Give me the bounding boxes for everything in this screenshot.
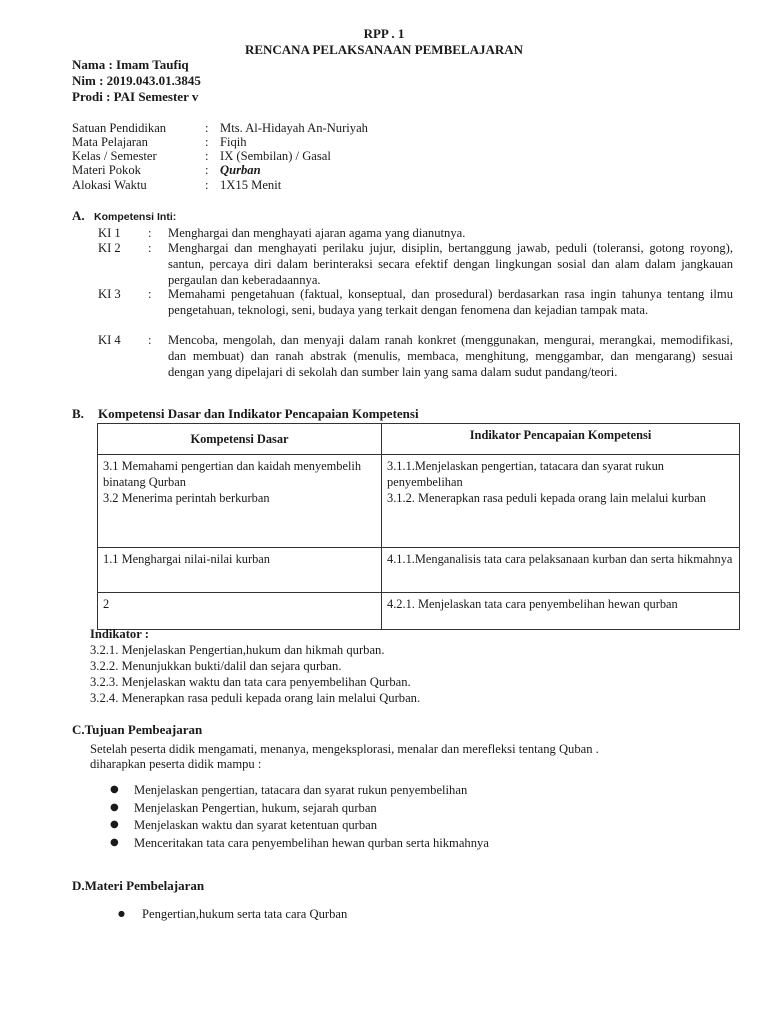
bullet-icon: ● <box>110 836 119 848</box>
document-title: RENCANA PELAKSANAAN PEMBELAJARAN <box>244 42 524 57</box>
indicator-item: 3.2.3. Menjelaskan waktu dan tata cara penyembelihan Qurban. <box>90 675 411 689</box>
info-label: Materi Pokok <box>72 163 141 177</box>
cell-line: 3.2 Menerima perintah berkurban <box>103 491 270 505</box>
cell-line: 3.1.1.Menjelaskan pengertian, tatacara dan syarat rukun penyembelihan <box>387 459 664 489</box>
info-value: Fiqih <box>220 135 247 149</box>
list-item-text: Menceritakan tata cara penyembelihan hewan qurban serta hikmahnya <box>134 835 489 850</box>
info-value: 1X15 Menit <box>220 178 282 192</box>
list-item-text: Menjelaskan Pengertian, hukum, sejarah qurban <box>134 800 377 815</box>
cell-line: 2 <box>103 597 110 611</box>
info-row-material <box>72 162 472 178</box>
ki-code: KI 4 <box>98 333 121 347</box>
section-c-heading: C.Tujuan Pembeajaran <box>72 722 203 737</box>
ki-item <box>98 225 733 241</box>
ki-colon: : <box>148 333 152 347</box>
ki-colon: : <box>148 226 152 240</box>
table-header: Indikator Pencapaian Kompetensi <box>382 424 740 455</box>
bullet-icon: ● <box>110 784 119 795</box>
cell-line: 4.1.1.Menganalisis tata cara pelaksanaan kurban dan serta hikmahnya <box>387 552 733 566</box>
table-row <box>98 548 740 593</box>
table-header-row <box>98 424 740 455</box>
student-nim: Nim : 2019.043.01.3845 <box>72 73 201 88</box>
section-title: Kompetensi Dasar dan Indikator Pencapaian Kompetensi <box>98 406 419 421</box>
cell-line: 3.1 Memahami pengertian dan kaidah menyembelih binatang Qurban <box>103 459 362 489</box>
section-b-heading <box>72 406 419 422</box>
section-c-intro: Setelah peserta didik mengamati, menanya, mengeksplorasi, menalar dan merefleksi tentang Quban . <box>90 742 599 756</box>
table-cell <box>382 455 740 548</box>
indicator-item: 3.2.2. Menunjukkan bukti/dalil dan sejara qurban. <box>90 659 342 673</box>
info-separator: : <box>205 149 209 163</box>
bullet-icon: ● <box>118 909 125 918</box>
bullet-icon: ● <box>110 819 119 830</box>
ki-colon: : <box>148 241 152 255</box>
ki-item <box>98 240 733 288</box>
ki-item <box>98 332 733 380</box>
info-separator: : <box>205 163 209 177</box>
info-separator: : <box>205 121 209 135</box>
competency-table <box>97 423 740 630</box>
cell-line: 4.2.1. Menjelaskan tata cara penyembelihan hewan qurban <box>387 597 678 611</box>
cell-line: 3.1.2. Menerapkan rasa peduli kepada orang lain melalui kurban <box>387 491 706 505</box>
student-name: Nama : Imam Taufiq <box>72 57 189 72</box>
section-letter: B. <box>72 406 84 421</box>
section-c-intro: diharapkan peserta didik mampu : <box>90 757 262 771</box>
bullet-icon: ● <box>110 801 119 813</box>
table-row <box>98 593 740 630</box>
info-value: Qurban <box>220 163 261 177</box>
table-cell <box>382 548 740 593</box>
info-value: Mts. Al-Hidayah An-Nuriyah <box>220 121 368 135</box>
info-separator: : <box>205 178 209 192</box>
info-label: Satuan Pendidikan <box>72 121 167 135</box>
student-prodi: Prodi : PAI Semester v <box>72 89 199 104</box>
cell-line: 1.1 Menghargai nilai-nilai kurban <box>103 552 271 566</box>
indicator-title: Indikator : <box>90 627 149 641</box>
info-label: Kelas / Semester <box>72 149 157 163</box>
list-item-text: Menjelaskan waktu dan syarat ketentuan qurban <box>134 818 378 832</box>
section-title: Kompetensi Inti: <box>94 211 177 223</box>
section-letter: A. <box>72 208 85 223</box>
ki-code: KI 3 <box>98 287 121 301</box>
ki-colon: : <box>148 287 152 301</box>
ki-text: Mencoba, mengolah, dan menyaji dalam ranah konkret (menggunakan, mengurai, merangkai, memodifikasi, dan membuat) dan ranah abstrak (menulis, membaca, menghitung, menggambar, dan mengarang) sesuai dengan yang dipelajari di sekolah dan sumber lain yang sama dalam sudut pandang/teori. <box>168 333 733 379</box>
ki-code: KI 1 <box>98 226 121 240</box>
ki-text: Menghargai dan menghayati ajaran agama yang dianutnya. <box>168 226 466 240</box>
table-cell <box>98 548 382 593</box>
ki-text: Menghargai dan menghayati perilaku jujur, disiplin, bertanggung jawab, peduli (toleransi, gotong royong), santun, percaya diri dalam berinteraksi secara efektif dengan lingkungan sosial dan alam dalam jangkauan pergaulan dan keberadaannya. <box>168 241 733 287</box>
document-number: RPP . 1 <box>363 26 405 41</box>
info-row-time <box>72 177 472 193</box>
info-label: Mata Pelajaran <box>72 135 148 149</box>
section-a-heading <box>72 208 176 225</box>
table-row <box>98 455 740 548</box>
ki-item <box>98 286 733 318</box>
info-value: IX (Sembilan) / Gasal <box>220 149 331 163</box>
table-cell <box>98 455 382 548</box>
indicator-item: 3.2.4. Menerapkan rasa peduli kepada orang lain melalui Qurban. <box>90 691 421 705</box>
section-d-heading: D.Materi Pembelajaran <box>72 878 205 893</box>
list-item-text: Menjelaskan pengertian, tatacara dan syarat rukun penyembelihan <box>134 783 468 797</box>
ki-code: KI 2 <box>98 241 121 255</box>
table-header: Kompetensi Dasar <box>98 424 382 455</box>
table-cell <box>98 593 382 630</box>
ki-text: Memahami pengetahuan (faktual, konseptual, dan prosedural) berdasarkan rasa ingin tahunya tentang ilmu pengetahuan, teknologi, seni, budaya yang terkait dengan fenomena dan kejadian tampak mata. <box>168 287 733 317</box>
list-item-text: Pengertian,hukum serta tata cara Qurban <box>142 907 348 921</box>
table-cell <box>382 593 740 630</box>
info-label: Alokasi Waktu <box>72 178 147 192</box>
indicator-item: 3.2.1. Menjelaskan Pengertian,hukum dan hikmah qurban. <box>90 643 385 657</box>
info-separator: : <box>205 135 209 149</box>
